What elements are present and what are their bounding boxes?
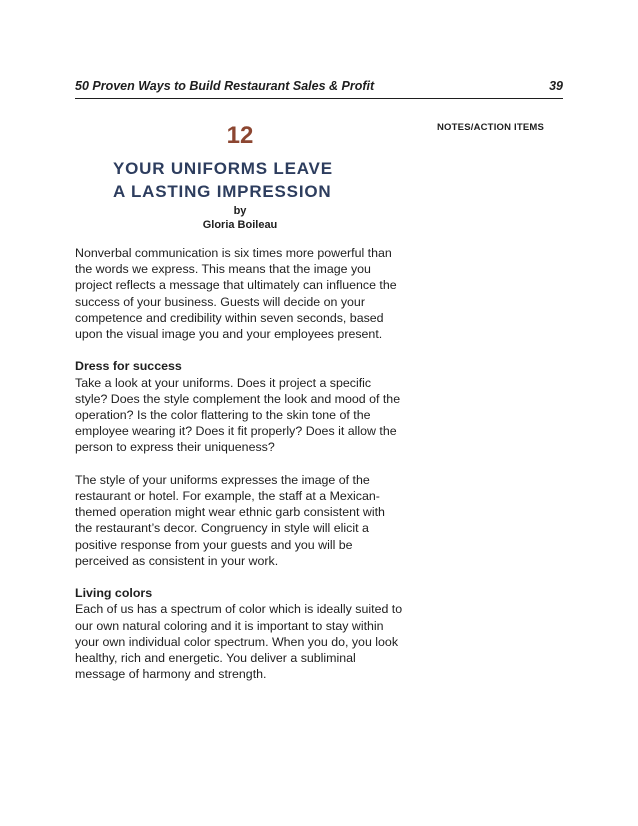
notes-action-items-label: NOTES/ACTION ITEMS bbox=[437, 122, 545, 133]
section-heading-dress-for-success: Dress for success bbox=[75, 359, 182, 374]
page-number: 39 bbox=[549, 79, 563, 93]
section-paragraph: The style of your uniforms expresses the image of the restaurant or hotel. For example, the staff at a Mexican-themed operation might wear ethnic garb consistent with the restaurant’s decor. Congruency in style will elicit a positive response from your guests and you will be perceived as consistent in your work. bbox=[75, 472, 385, 568]
section-heading-living-colors: Living colors bbox=[75, 586, 153, 601]
page-header bbox=[75, 78, 563, 99]
section-paragraph: Take a look at your uniforms. Does it project a specific style? Does the style complement the look and mood of the operation? Is the color flattering to the skin tone of the employee wearing it? Does it fit properly? Does it allow the person to express their uniqueness? bbox=[75, 375, 401, 455]
byline-by: by bbox=[233, 205, 247, 217]
article-body bbox=[75, 245, 405, 699]
chapter-title-line-2: A LASTING IMPRESSION bbox=[113, 182, 332, 201]
chapter-title bbox=[113, 157, 333, 203]
book-title: 50 Proven Ways to Build Restaurant Sales & Profit bbox=[75, 79, 375, 93]
author-name: Gloria Boileau bbox=[202, 219, 278, 231]
chapter-number: 12 bbox=[226, 122, 254, 149]
intro-paragraph: Nonverbal communication is six times more powerful than the words we express. This means that the image you project reflects a message that ultimately can influence the success of your business. Guests will decide on your competence and credibility within seven seconds, based upon the visual image you and your employees present. bbox=[75, 246, 397, 342]
chapter-title-line-1: YOUR UNIFORMS LEAVE bbox=[113, 159, 333, 178]
section-paragraph: Each of us has a spectrum of color which is ideally suited to our own natural coloring and it is important to stay within your own individual color spectrum. When you do, you look healthy, rich and energetic. You deliver a subliminal message of harmony and strength. bbox=[75, 602, 403, 682]
